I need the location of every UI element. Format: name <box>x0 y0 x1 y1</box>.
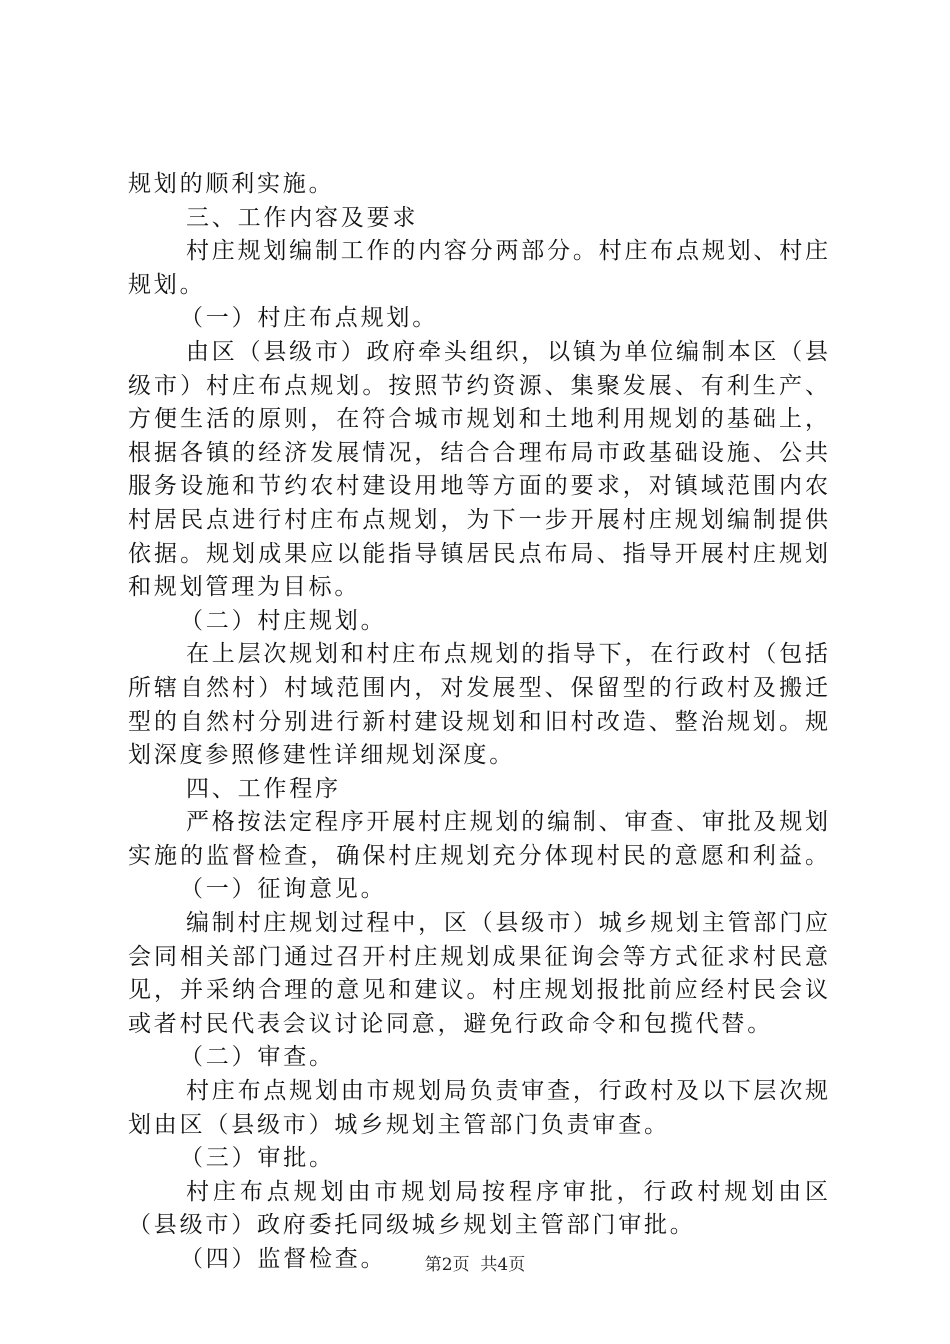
text-line: 划由区（县级市）城乡规划主管部门负责审查。 <box>128 1111 670 1138</box>
text-line: 级市）村庄布点规划。按照节约资源、集聚发展、有利生产、 <box>128 372 828 399</box>
document-body <box>128 168 828 1277</box>
text-line: 服务设施和节约农村建设用地等方面的要求，对镇域范围内农 <box>128 473 828 500</box>
text-line: 村庄布点规划由市规划局按程序审批，行政村规划由区 <box>186 1178 828 1205</box>
subsection-heading: （二）审查。 <box>180 1044 335 1071</box>
text-line: 型的自然村分别进行新村建设规划和旧村改造、整治规划。规 <box>128 708 828 735</box>
subsection-heading: （三）审批。 <box>180 1145 335 1172</box>
text-line: 由区（县级市）政府牵头组织，以镇为单位编制本区（县 <box>186 338 828 365</box>
text-line: 划深度参照修建性详细规划深度。 <box>128 742 515 769</box>
text-line: 规划的顺利实施。 <box>128 171 335 197</box>
section-heading: 四、工作程序 <box>186 775 341 802</box>
text-line: 根据各镇的经济发展情况，结合合理布局市政基础设施、公共 <box>128 439 828 466</box>
text-line: 和规划管理为目标。 <box>128 574 361 601</box>
text-line: 依据。规划成果应以能指导镇居民点布局、指导开展村庄规划 <box>128 540 828 567</box>
text-line: 所辖自然村）村域范围内，对发展型、保留型的行政村及搬迁 <box>128 674 828 701</box>
text-line: 见，并采纳合理的意见和建议。村庄规划报批前应经村民会议 <box>128 977 828 1004</box>
subsection-heading: （一）村庄布点规划。 <box>180 305 438 332</box>
subsection-heading: （一）征询意见。 <box>180 876 387 903</box>
page-footer <box>0 1250 950 1275</box>
text-line: 村庄规划编制工作的内容分两部分。村庄布点规划、村庄 <box>186 238 828 265</box>
subsection-heading: （二）村庄规划。 <box>180 607 387 634</box>
text-line: 实施的监督检查，确保村庄规划充分体现村民的意愿和利益。 <box>128 842 828 869</box>
text-line: 编制村庄规划过程中，区（县级市）城乡规划主管部门应 <box>186 910 828 937</box>
subsection-heading: （四）监督检查。 <box>180 1246 387 1272</box>
text-line: 村庄布点规划由市规划局负责审查，行政村及以下层次规 <box>186 1078 828 1105</box>
text-line: （县级市）政府委托同级城乡规划主管部门审批。 <box>128 1212 696 1239</box>
text-line: 村居民点进行村庄布点规划，为下一步开展村庄规划编制提供 <box>128 506 828 533</box>
text-line: 方便生活的原则，在符合城市规划和土地利用规划的基础上， <box>128 406 828 433</box>
text-line: 或者村民代表会议讨论同意，避免行政命令和包揽代替。 <box>128 1010 773 1037</box>
text-line: 会同相关部门通过召开村庄规划成果征询会等方式征求村民意 <box>128 943 828 970</box>
section-heading: 三、工作内容及要求 <box>186 204 419 231</box>
text-line: 严格按法定程序开展村庄规划的编制、审查、审批及规划 <box>186 809 828 836</box>
text-line: 在上层次规划和村庄布点规划的指导下，在行政村（包括 <box>186 641 828 668</box>
text-line: 规划。 <box>128 271 206 298</box>
page-number: 第2页 共4页 <box>424 1255 526 1275</box>
